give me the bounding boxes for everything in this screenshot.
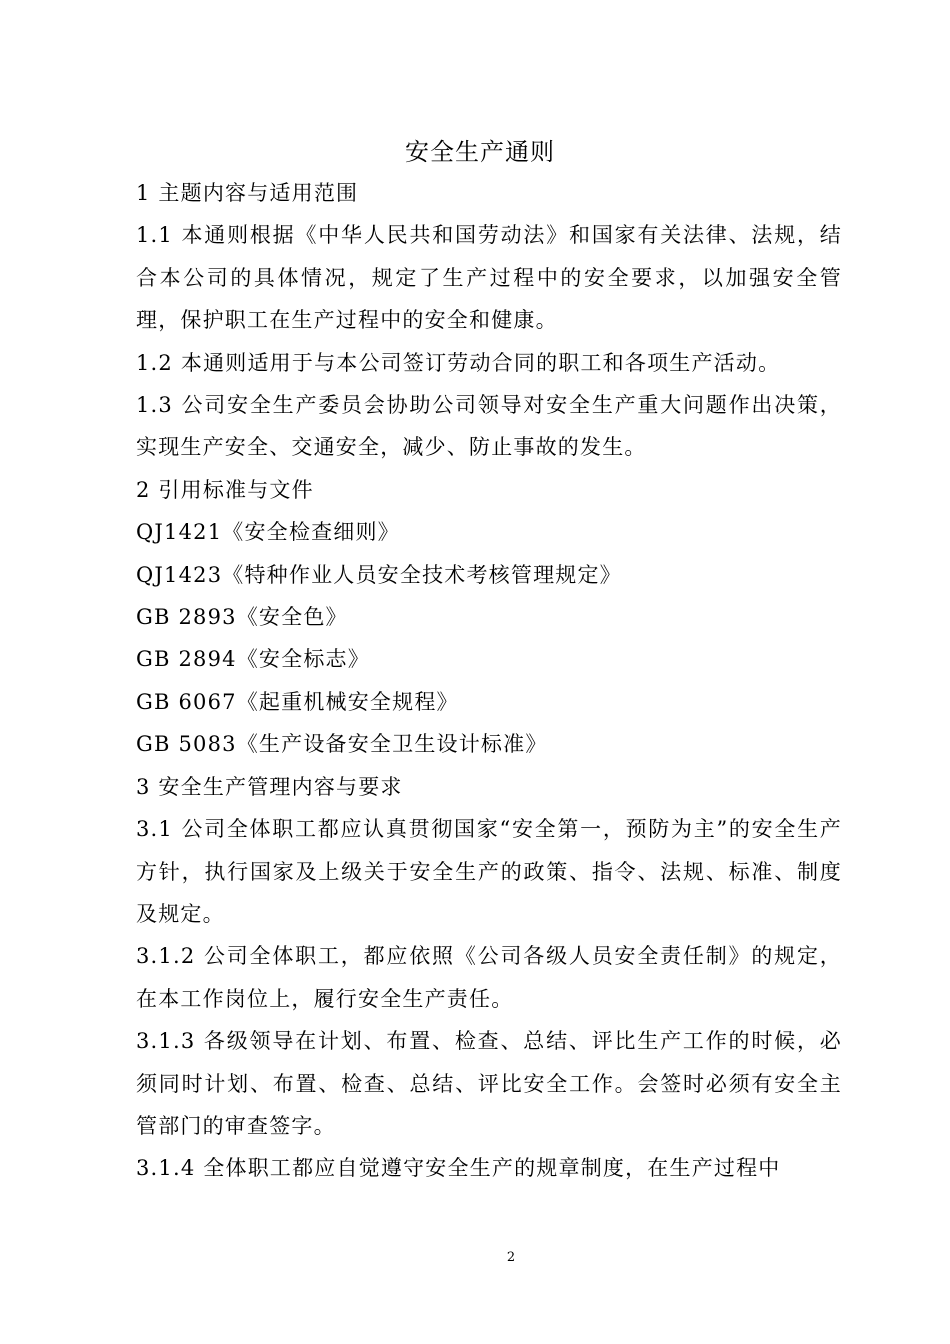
section-heading: 1 主题内容与适用范围 xyxy=(136,181,359,205)
paragraph: 1.3 公司安全生产委员会协助公司领导对安全生产重大问题作出决策，实现生产安全、交通安全，减少、防止事故的发生。 xyxy=(136,393,842,460)
page-number: 2 xyxy=(506,1250,516,1265)
reference-item: QJ1421《安全检查细则》 xyxy=(136,520,400,545)
reference-item: GB 2894《安全标志》 xyxy=(136,647,370,672)
paragraph: 3.1.3 各级领导在计划、布置、检查、总结、评比生产工作的时候，必须同时计划、布置、检查、总结、评比安全工作。会签时必须有安全主管部门的审查签字。 xyxy=(136,1029,842,1138)
reference-item: GB 2893《安全色》 xyxy=(136,605,348,630)
section-heading: 2 引用标准与文件 xyxy=(136,477,314,502)
paragraph: 1.2 本通则适用于与本公司签订劳动合同的职工和各项生产活动。 xyxy=(136,350,781,375)
paragraph: 1.1 本通则根据《中华人民共和国劳动法》和国家有关法律、法规，结合本公司的具体情况，规定了生产过程中的安全要求，以加强安全管理，保护职工在生产过程中的安全和健康。 xyxy=(136,223,842,333)
reference-item: GB 5083《生产设备安全卫生设计标准》 xyxy=(136,732,548,757)
paragraph: 3.1.2 公司全体职工，都应依照《公司各级人员安全责任制》的规定，在本工作岗位上，履行安全生产责任。 xyxy=(136,944,842,1011)
reference-item: QJ1423《特种作业人员安全技术考核管理规定》 xyxy=(136,562,622,587)
paragraph: 3.1.4 全体职工都应自觉遵守安全生产的规章制度，在生产过程中 xyxy=(136,1156,781,1181)
paragraph: 3.1 公司全体职工都应认真贯彻国家“安全第一，预防为主”的安全生产方针，执行国家及上级关于安全生产的政策、指令、法规、标准、制度及规定。 xyxy=(136,817,842,926)
section-heading: 3 安全生产管理内容与要求 xyxy=(136,774,403,799)
document-body xyxy=(136,172,842,1190)
reference-item: GB 6067《起重机械安全规程》 xyxy=(136,689,459,714)
document-title: 安全生产通则 xyxy=(405,138,555,166)
